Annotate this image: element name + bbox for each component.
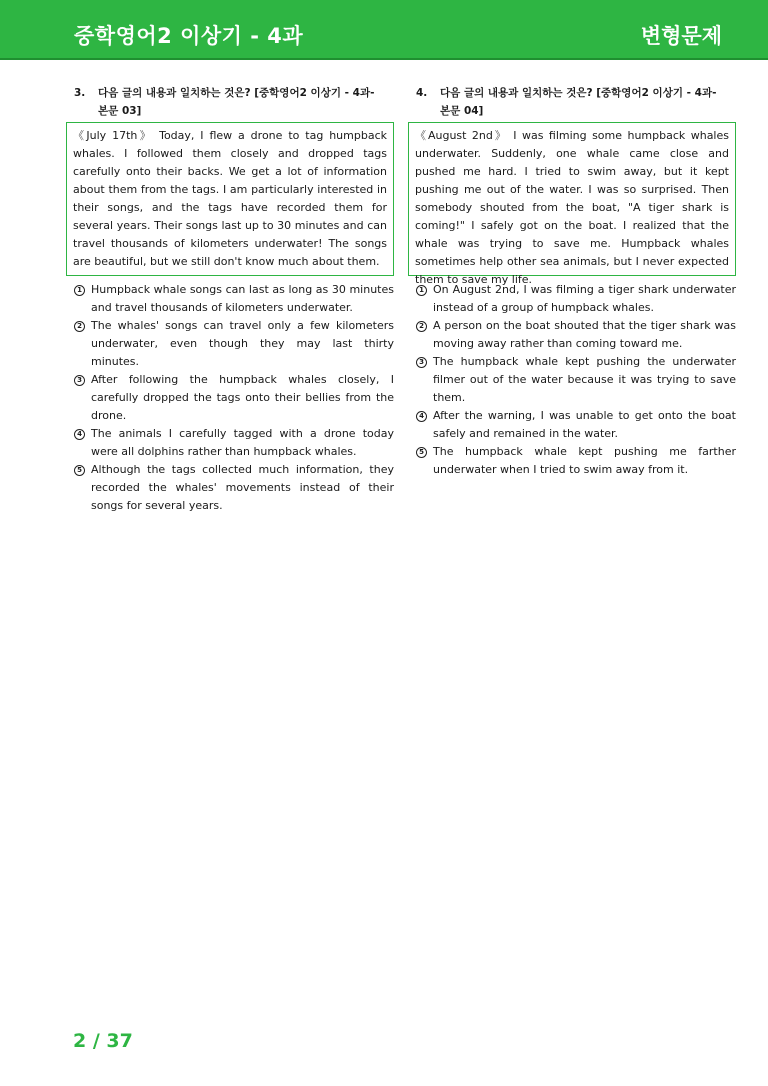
question-prompt [414, 84, 736, 120]
option-4[interactable] [72, 425, 394, 461]
circled-number-icon: 2 [416, 321, 427, 332]
circled-number-icon: 3 [74, 375, 85, 386]
option-5[interactable] [414, 443, 736, 479]
header-title: 중학영어2 이상기 - 4과 [74, 24, 304, 48]
option-text: A person on the boat shouted that the tiger shark was moving away rather than coming toward me. [433, 319, 736, 350]
header-section-label: 변형문제 [640, 24, 722, 48]
option-text: Although the tags collected much information, they recorded the whales' movements instead of their songs for several years. [91, 463, 394, 512]
circled-number-icon: 4 [74, 429, 85, 440]
option-text: The whales' songs can travel only a few kilometers underwater, even though they may last thirty minutes. [91, 319, 394, 368]
option-1[interactable] [414, 281, 736, 317]
circled-number-icon: 5 [416, 447, 427, 458]
circled-number-icon: 1 [416, 285, 427, 296]
option-3[interactable] [414, 353, 736, 407]
option-text: The humpback whale kept pushing me farther underwater when I tried to swim away from it. [433, 445, 736, 476]
question-4 [414, 84, 736, 479]
question-3 [72, 84, 394, 515]
option-text: The animals I carefully tagged with a drone today were all dolphins rather than humpback whales. [91, 427, 394, 458]
option-text: Humpback whale songs can last as long as 30 minutes and travel thousands of kilometers underwater. [91, 283, 394, 314]
question-number: 4. [416, 87, 428, 99]
option-1[interactable] [72, 281, 394, 317]
option-2[interactable] [414, 317, 736, 353]
passage-box: 《August 2nd》 I was filming some humpback whales underwater. Suddenly, one whale came close and pushed me hard. I tried to swim away, but it kept pushing me out of the water. I was so surprised. Then somebody shouted from the boat, "A tiger shark is coming!" I safely got on the boat. I realized that the whale was trying to save me. Humpback whales sometimes help other sea animals, but I never expected them to save my life. [408, 122, 736, 276]
prompt-line-1: 다음 글의 내용과 일치하는 것은? [중학영어2 이상기 - 4과- [440, 87, 717, 99]
answer-options [414, 281, 736, 479]
option-3[interactable] [72, 371, 394, 425]
option-5[interactable] [72, 461, 394, 515]
option-text: After following the humpback whales closely, I carefully dropped the tags onto their bellies from the drone. [91, 373, 394, 422]
circled-number-icon: 5 [74, 465, 85, 476]
page-header [0, 0, 768, 60]
option-text: On August 2nd, I was filming a tiger shark underwater instead of a group of humpback whales. [433, 283, 736, 314]
passage-box: 《July 17th》 Today, I flew a drone to tag humpback whales. I followed them closely and dropped tags carefully onto their backs. We get a lot of information about them from the tags. I am particularly interested in their songs, and the tags have recorded them for several years. Their songs last up to 30 minutes and can travel thousands of kilometers underwater! The songs are beautiful, but we still don't know much about them. [66, 122, 394, 276]
prompt-line-1: 다음 글의 내용과 일치하는 것은? [중학영어2 이상기 - 4과- [98, 87, 375, 99]
circled-number-icon: 4 [416, 411, 427, 422]
prompt-line-2: 본문 04] [440, 105, 484, 117]
page-number: 2 / 37 [73, 1030, 133, 1052]
prompt-line-2: 본문 03] [98, 105, 142, 117]
question-prompt [72, 84, 394, 120]
option-text: The humpback whale kept pushing the underwater filmer out of the water because it was trying to save them. [433, 355, 736, 404]
circled-number-icon: 3 [416, 357, 427, 368]
answer-options [72, 281, 394, 515]
circled-number-icon: 1 [74, 285, 85, 296]
question-number: 3. [74, 87, 86, 99]
circled-number-icon: 2 [74, 321, 85, 332]
option-2[interactable] [72, 317, 394, 371]
option-text: After the warning, I was unable to get onto the boat safely and remained in the water. [433, 409, 736, 440]
option-4[interactable] [414, 407, 736, 443]
